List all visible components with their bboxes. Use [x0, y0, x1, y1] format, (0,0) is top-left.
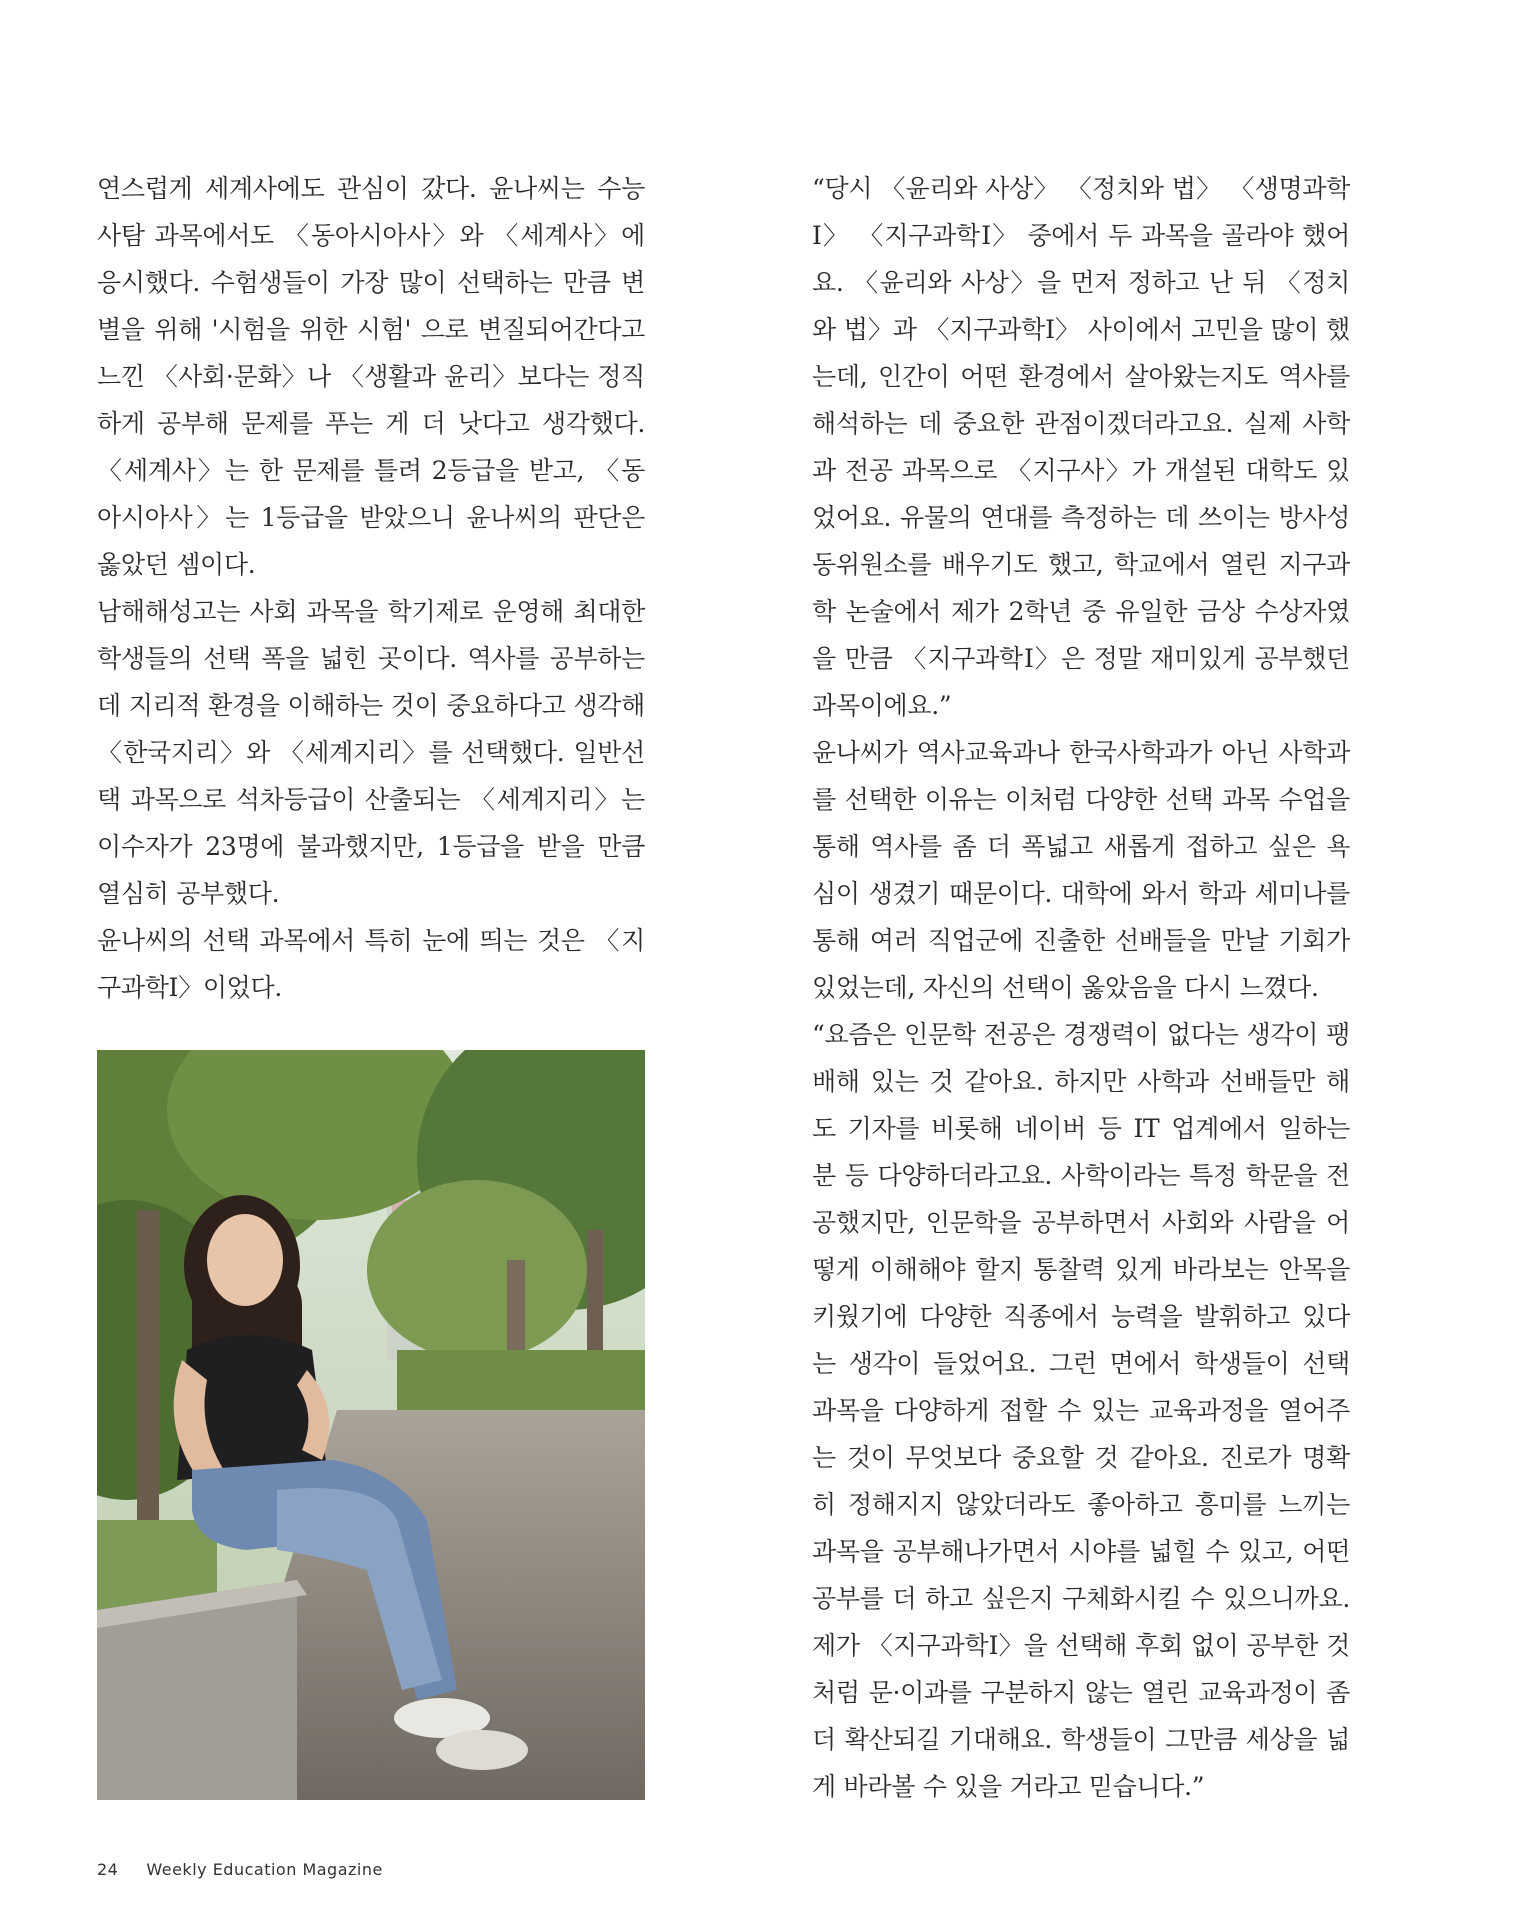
- student-photo-illustration: [97, 1050, 645, 1800]
- right-paragraph-2: 윤나씨가 역사교육과나 한국사학과가 아닌 사학과를 선택한 이유는 이처럼 다양한 선택 과목 수업을 통해 역사를 좀 더 폭넓고 새롭게 접하고 싶은 욕심이 생겼기 때문이다. 대학에 와서 학과 세미나를 통해 여러 직업군에 진출한 선배들을 만날 기회가 있었는데, 자신의 선택이 옳았음을 다시 느꼈다.: [812, 738, 1350, 1002]
- right-paragraph-3: “요즘은 인문학 전공은 경쟁력이 없다는 생각이 팽배해 있는 것 같아요. 하지만 사학과 선배들만 해도 기자를 비롯해 네이버 등 IT 업계에서 일하는 분 등 다양하더라고요. 사학이라는 특정 학문을 전공했지만, 인문학을 공부하면서 사회와 사람을 어떻게 이해해야 할지 통찰력 있게 바라보는 안목을 키웠기에 다양한 직종에서 능력을 발휘하고 있다는 생각이 들었어요. 그런 면에서 학생들이 선택 과목을 다양하게 접할 수 있는 교육과정을 열어주는 것이 무엇보다 중요할 것 같아요. 진로가 명확히 정해지지 않았더라도 좋아하고 흥미를 느끼는 과목을 공부해나가면서 시야를 넓힐 수 있고, 어떤 공부를 더 하고 싶은지 구체화시킬 수 있으니까요. 제가 〈지구과학Ⅰ〉을 선택해 후회 없이 공부한 것처럼 문·이과를 구분하지 않는 열린 교육과정이 좀 더 확산되길 기대해요. 학생들이 그만큼 세상을 넓게 바라볼 수 있을 거라고 믿습니다.”: [812, 1020, 1350, 1801]
- student-photo: [97, 1050, 645, 1800]
- page-number: 24: [97, 1860, 119, 1879]
- right-paragraph-1: “당시 〈윤리와 사상〉 〈정치와 법〉 〈생명과학Ⅰ〉 〈지구과학Ⅰ〉 중에서 두 과목을 골라야 했어요. 〈윤리와 사상〉을 먼저 정하고 난 뒤 〈정치와 법〉과 〈지구과학Ⅰ〉 사이에서 고민을 많이 했는데, 인간이 어떤 환경에서 살아왔는지도 역사를 해석하는 데 중요한 관점이겠더라고요. 실제 사학과 전공 과목으로 〈지구사〉가 개설된 대학도 있었어요. 유물의 연대를 측정하는 데 쓰이는 방사성 동위원소를 배우기도 했고, 학교에서 열린 지구과학 논술에서 제가 2학년 중 유일한 금상 수상자였을 만큼 〈지구과학Ⅰ〉은 정말 재미있게 공부했던 과목이에요.”: [812, 174, 1350, 720]
- left-column: [97, 165, 645, 1011]
- left-paragraph-3: 윤나씨의 선택 과목에서 특히 눈에 띄는 것은 〈지구과학Ⅰ〉이었다.: [97, 926, 645, 1002]
- right-column: [812, 165, 1350, 1810]
- left-paragraph-1: 연스럽게 세계사에도 관심이 갔다. 윤나씨는 수능 사탐 과목에서도 〈동아시아사〉와 〈세계사〉에 응시했다. 수험생들이 가장 많이 선택하는 만큼 변별을 위해 '시험을 위한 시험' 으로 변질되어간다고 느낀 〈사회·문화〉나 〈생활과 윤리〉보다는 정직하게 공부해 문제를 푸는 게 더 낫다고 생각했다. 〈세계사〉는 한 문제를 틀려 2등급을 받고, 〈동아시아사〉는 1등급을 받았으니 윤나씨의 판단은 옳았던 셈이다.: [97, 174, 645, 579]
- left-paragraph-2: 남해해성고는 사회 과목을 학기제로 운영해 최대한 학생들의 선택 폭을 넓힌 곳이다. 역사를 공부하는 데 지리적 환경을 이해하는 것이 중요하다고 생각해 〈한국지리〉와 〈세계지리〉를 선택했다. 일반선택 과목으로 석차등급이 산출되는 〈세계지리〉는 이수자가 23명에 불과했지만, 1등급을 받을 만큼 열심히 공부했다.: [97, 597, 645, 908]
- magazine-name: Weekly Education Magazine: [146, 1860, 383, 1879]
- page-footer: [97, 1860, 383, 1879]
